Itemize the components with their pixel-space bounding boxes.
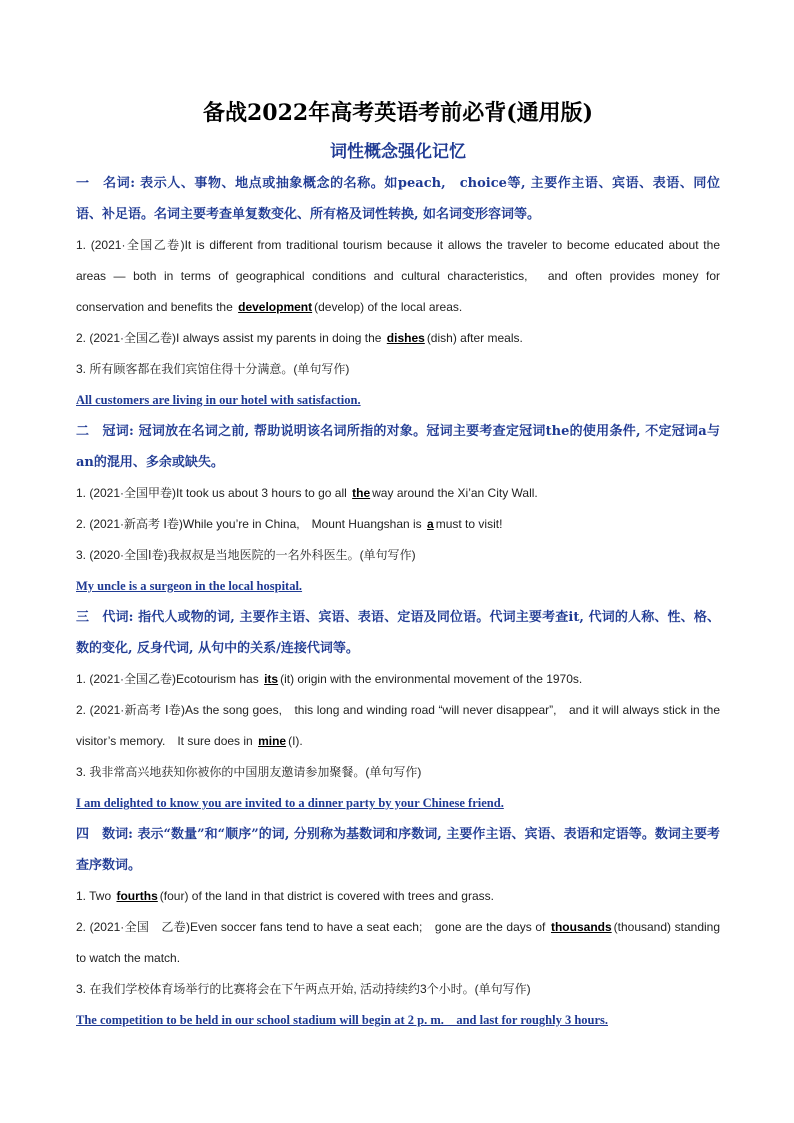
question-text: way around the Xi’an City Wall.: [372, 486, 538, 500]
answer-blank: dishes: [386, 331, 425, 345]
question-text: 1. (2021·全国甲卷)It took us about 3 hours to go all: [76, 486, 351, 500]
question-text: 1. Two: [76, 889, 115, 903]
question-3: 3. (2020·全国Ⅰ卷)我叔叔是当地医院的一名外科医生。(单句写作): [76, 548, 416, 562]
question-text: (develop) of the local areas.: [314, 300, 463, 314]
section-article: [76, 416, 720, 602]
question-1: [76, 230, 720, 323]
section-numeral: [76, 819, 720, 1036]
question-2: [76, 323, 720, 354]
question-text: 2. (2021·新高考 Ⅰ卷)As the song goes, this long and winding road “will never disappear”, and it will always stick in the visitor’s memory. It sure does in: [76, 703, 720, 748]
section-heading: 一 名词: 表示人、事物、地点或抽象概念的名称。如peach, choice等, 主要作主语、宾语、表语、同位语、补足语。名词主要考查单复数变化、所有格及词性转换, 如名词变形容词等。: [76, 176, 720, 222]
question-text: 1. (2021·全国乙卷)It is different from traditional tourism because it allows the traveler to become educated about the areas — both in terms of geographical conditions and cultural characteristics, and often provides money for conservation and benefits the: [76, 238, 720, 314]
answer-blank: its: [264, 672, 279, 686]
question-text: (four) of the land in that district is covered with trees and grass.: [159, 889, 494, 903]
answer-blank: thousands: [550, 920, 612, 934]
solution-sentence: I am delighted to know you are invited to a dinner party by your Chinese friend.: [76, 796, 504, 810]
question-text: 2. (2021·新高考 Ⅰ卷)While you’re in China, Mount Huangshan is: [76, 517, 426, 531]
section-pronoun: [76, 602, 720, 819]
solution-sentence: All customers are living in our hotel with satisfaction.: [76, 393, 361, 407]
question-text: 2. (2021·全国 乙卷)Even soccer fans tend to have a seat each; gone are the days of: [76, 920, 549, 934]
solution-sentence: My uncle is a surgeon in the local hospital.: [76, 579, 303, 593]
question-3: 3. 所有顾客都在我们宾馆住得十分满意。(单句写作): [76, 362, 350, 376]
section-noun: [76, 168, 720, 416]
question-text: (it) origin with the environmental movement of the 1970s.: [280, 672, 583, 686]
section-heading: 四 数词: 表示“数量”和“顺序”的词, 分别称为基数词和序数词, 主要作主语、宾语、表语和定语等。数词主要考查序数词。: [76, 827, 720, 873]
answer-blank: development: [238, 300, 313, 314]
solution-sentence: The competition to be held in our school stadium will begin at 2 p. m. and last for roughly 3 hours.: [76, 1013, 609, 1027]
answer-blank: mine: [258, 734, 287, 748]
question-text: 2. (2021·全国乙卷)I always assist my parents in doing the: [76, 331, 385, 345]
answer-blank: the: [352, 486, 371, 500]
page-title: 备战2022年高考英语考前必背(通用版): [202, 100, 594, 126]
question-1: [76, 881, 720, 912]
page-subtitle: 词性概念强化记忆: [330, 142, 466, 162]
question-2: [76, 695, 720, 757]
question-text: must to visit!: [435, 517, 503, 531]
question-1: [76, 478, 720, 509]
section-heading: 二 冠词: 冠词放在名词之前, 帮助说明该名词所指的对象。冠词主要考查定冠词the的使用条件, 不定冠词a与an的混用、多余或缺失。: [76, 424, 720, 470]
answer-blank: fourths: [116, 889, 158, 903]
question-text: (I).: [288, 734, 303, 748]
question-3: 3. 在我们学校体育场举行的比赛将会在下午两点开始, 活动持续约3个小时。(单句写作): [76, 982, 531, 996]
question-text: (thousand) standing to watch the match.: [76, 920, 721, 965]
question-2: [76, 912, 720, 974]
question-text: 1. (2021·全国乙卷)Ecotourism has: [76, 672, 263, 686]
answer-blank: a: [427, 517, 434, 531]
question-1: [76, 664, 720, 695]
question-3: 3. 我非常高兴地获知你被你的中国朋友邀请参加聚餐。(单句写作): [76, 765, 422, 779]
document-page: [76, 96, 720, 1036]
section-heading: 三 代词: 指代人或物的词, 主要作主语、宾语、表语、定语及同位语。代词主要考查it, 代词的人称、性、格、数的变化, 反身代词, 从句中的关系/连接代词等。: [76, 610, 720, 656]
question-2: [76, 509, 720, 540]
question-text: (dish) after meals.: [426, 331, 523, 345]
